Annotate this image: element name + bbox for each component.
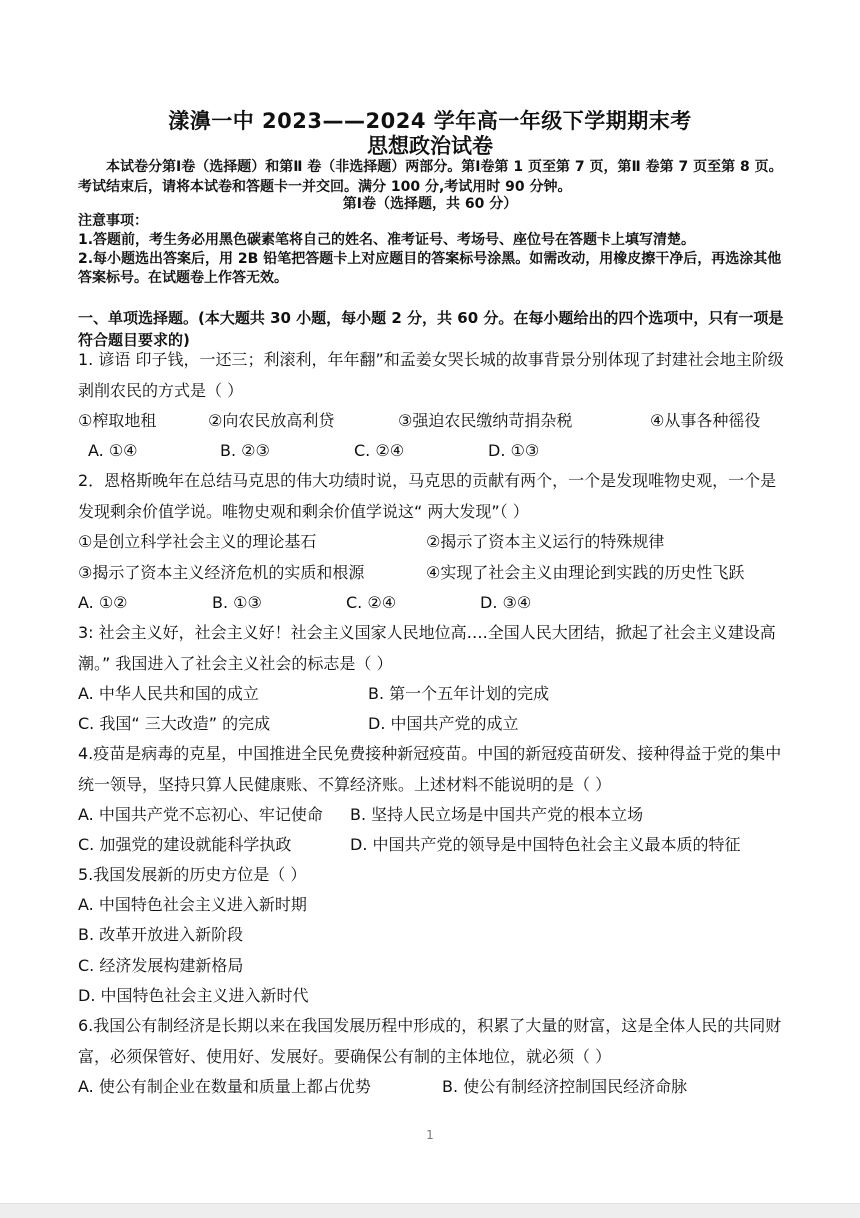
q2-statement-4: ④实现了社会主义由理论到实践的历史性飞跃 xyxy=(426,563,745,582)
q5-option-a: A. 中国特色社会主义进入新时期 xyxy=(78,895,307,914)
question-2-statements-a xyxy=(78,527,784,557)
q3-option-c: C. 我国“ 三大改造” 的完成 xyxy=(78,714,271,733)
exam-intro: 本试卷分第Ⅰ卷（选择题）和第Ⅱ 卷（非选择题）两部分。第Ⅰ卷第 1 页至第 7 页，第Ⅱ 卷第 7 页至第 8 页。考试结束后，请将本试卷和答题卡一并交回。满分 100 分,考试用时 90 分钟。 xyxy=(78,159,783,195)
q4-option-d: D. 中国共产党的领导是中国特色社会主义最本质的特征 xyxy=(350,835,741,854)
q6-option-b: B. 使公有制经济控制国民经济命脉 xyxy=(442,1077,688,1096)
q1-statement-3: ③强迫农民缴纳苛捐杂税 xyxy=(398,411,573,430)
question-5-option-d-row xyxy=(78,981,784,1011)
exam-subtitle: 思想政治试卷 xyxy=(367,134,493,158)
notice-title: 注意事项： xyxy=(78,213,148,229)
question-1-stem: 1. 谚语 印子钱，一还三；利滚利，年年翻”和孟姜女哭长城的故事背景分别体现了封建社会地主阶级剥削农民的方式是（ ） xyxy=(78,350,784,400)
question-3-options-cd xyxy=(78,709,784,739)
question-4-options-ab xyxy=(78,800,784,830)
q4-option-a: A. 中国共产党不忘初心、牢记使命 xyxy=(78,805,323,824)
question-6-stem: 6.我国公有制经济是长期以来在我国发展历程中形成的，积累了大量的财富，这是全体人民的共同财富，必须保管好、使用好、发展好。要确保公有制的主体地位，就必须（ ） xyxy=(78,1016,782,1066)
q1-option-b: B. ②③ xyxy=(220,441,270,460)
question-5-stem-row xyxy=(78,860,784,890)
question-5-option-c-row xyxy=(78,951,784,981)
q1-statement-4: ④从事各种徭役 xyxy=(650,411,761,430)
page-number: 1 xyxy=(426,1128,434,1142)
question-3-options-ab xyxy=(78,679,784,709)
question-2-statements-b xyxy=(78,558,784,588)
q2-option-c: C. ②④ xyxy=(346,593,397,612)
q2-statement-1: ①是创立科学社会主义的理论基石 xyxy=(78,532,317,551)
q5-option-c: C. 经济发展构建新格局 xyxy=(78,956,244,975)
q5-option-d: D. 中国特色社会主义进入新时代 xyxy=(78,986,309,1005)
q1-option-a: A. ①④ xyxy=(88,441,138,460)
q6-option-a: A. 使公有制企业在数量和质量上都占优势 xyxy=(78,1077,371,1096)
q3-option-d: D. 中国共产党的成立 xyxy=(368,714,519,733)
q4-option-b: B. 坚持人民立场是中国共产党的根本立场 xyxy=(350,805,644,824)
question-1-statements xyxy=(78,406,784,436)
q1-option-c: C. ②④ xyxy=(354,441,405,460)
q5-option-b: B. 改革开放进入新阶段 xyxy=(78,925,244,944)
notice-item-2: 2.每小题选出答案后，用 2B 铅笔把答题卡上对应题目的答案标号涂黑。如需改动，用橡皮擦干净后，再选涂其他答案标号。在试题卷上作答无效。 xyxy=(78,251,782,286)
exam-title: 漾濞一中 2023——2024 学年高一年级下学期期末考 xyxy=(168,109,692,133)
q4-option-c: C. 加强党的建设就能科学执政 xyxy=(78,835,292,854)
q2-option-a: A. ①② xyxy=(78,593,128,612)
q2-statement-3: ③揭示了资本主义经济危机的实质和根源 xyxy=(78,563,365,582)
section-heading: 一、单项选择题。(本大题共 30 小题，每小题 2 分，共 60 分。在每小题给出的四个选项中，只有一项是符合题目要求的) xyxy=(78,309,784,349)
q2-option-d: D. ③④ xyxy=(480,593,532,612)
notice-block xyxy=(78,212,784,288)
part-one-heading: 第Ⅰ卷（选择题，共 60 分） xyxy=(342,196,518,212)
question-2-stem: 2．恩格斯晚年在总结马克思的伟大功绩时说，马克思的贡献有两个，一个是发现唯物史观，一个是发现剩余价值学说。唯物史观和剩余价值学说这“ 两大发现”（ ） xyxy=(78,471,777,521)
page-bottom-edge xyxy=(0,1203,860,1218)
question-5-option-b-row xyxy=(78,920,784,950)
question-5-option-a-row xyxy=(78,890,784,920)
question-5-stem: 5.我国发展新的历史方位是（ ） xyxy=(78,865,307,884)
notice-item-1: 1.答题前，考生务必用黑色碳素笔将自己的姓名、准考证号、考场号、座位号在答题卡上填写清楚。 xyxy=(78,232,696,248)
q2-statement-2: ②揭示了资本主义运行的特殊规律 xyxy=(426,532,665,551)
question-3-stem: 3: 社会主义好，社会主义好！社会主义国家人民地位高….全国人民大团结，掀起了社会主义建设高潮。” 我国进入了社会主义社会的标志是（ ） xyxy=(78,623,776,673)
q3-option-a: A. 中华人民共和国的成立 xyxy=(78,684,259,703)
q1-option-d: D. ①③ xyxy=(488,441,540,460)
q2-option-b: B. ①③ xyxy=(212,593,262,612)
question-4-options-cd xyxy=(78,830,784,860)
q1-statement-1: ①榨取地租 xyxy=(78,411,157,430)
question-2-options xyxy=(78,588,784,618)
question-6-options-ab xyxy=(78,1072,784,1102)
question-1-options xyxy=(78,436,784,466)
q3-option-b: B. 第一个五年计划的完成 xyxy=(368,684,550,703)
question-4-stem: 4.疫苗是病毒的克星，中国推进全民免费接种新冠疫苗。中国的新冠疫苗研发、接种得益于党的集中统一领导，坚持只算人民健康账、不算经济账。上述材料不能说明的是（ ） xyxy=(78,744,782,794)
q1-statement-2: ②向农民放高利贷 xyxy=(208,411,335,430)
